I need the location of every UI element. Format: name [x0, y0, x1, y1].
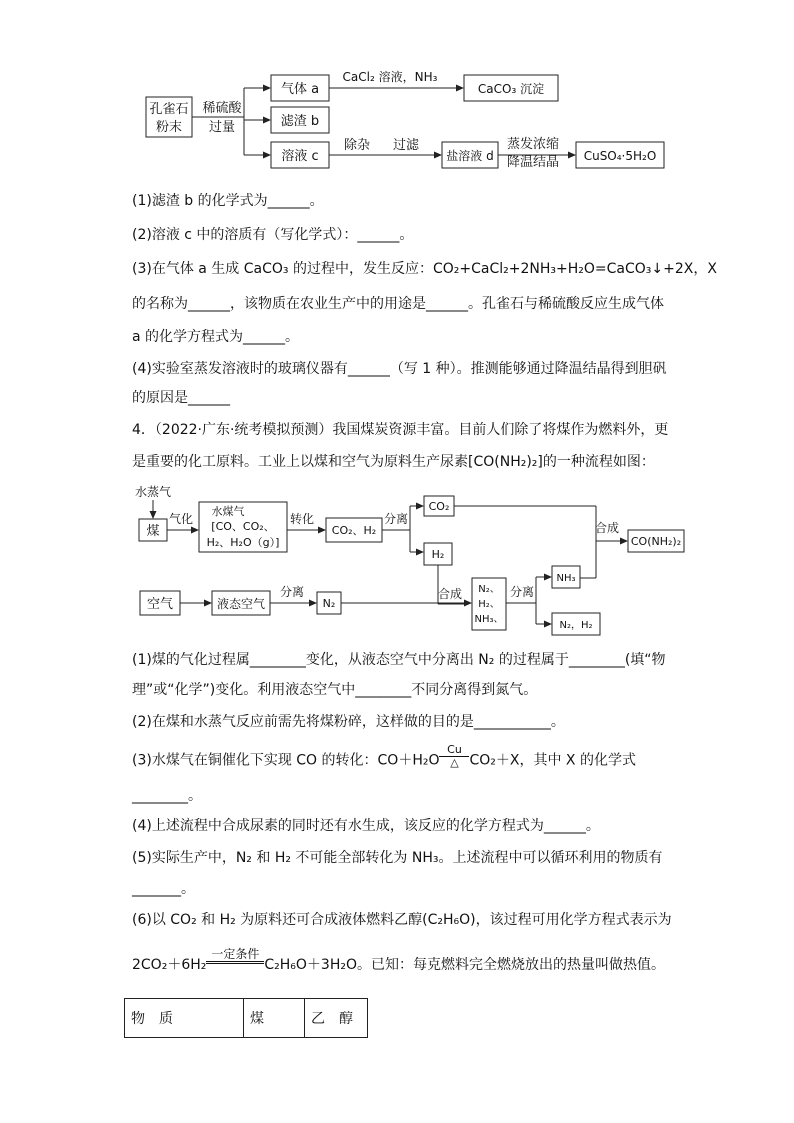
q3-part2: (2)溶液 c 中的溶质有（写化学式）：______。 [132, 227, 414, 243]
steam-label: 水蒸气 [134, 485, 172, 499]
q3-part3-line3: a 的化学方程式为______。 [132, 329, 300, 345]
q4-part6-line1: (6)以 CO₂ 和 H₂ 为原料还可合成液体燃料乙醇(C₂H₆O)，该过程可用化学方程式表示为 [132, 912, 672, 928]
urea-label: CO(NH₂)₂ [630, 535, 682, 548]
q3-part1: (1)滤渣 b 的化学式为______。 [132, 193, 324, 209]
precipitate-label: CaCO₃ 沉淀 [477, 82, 545, 96]
remove-impurity-label: 除杂 [343, 138, 371, 153]
mix-label-2: H₂、 [478, 599, 500, 610]
separate2-label: 分离 [279, 585, 305, 599]
co2-label: CO₂ [428, 500, 450, 513]
q3-part3-line2: 的名称为______，该物质在农业生产中的用途是______。孔雀石与稀硫酸反应生成气体 [132, 296, 664, 312]
q4-part1-line2: 理”或“化学”)变化。利用液态空气中________不同分离得到氮气。 [132, 682, 538, 698]
q4-part3-line1 [132, 743, 636, 773]
water-gas-label-3: H₂、H₂O（g）] [206, 536, 280, 549]
water-gas-label-1: 水煤气 [211, 505, 245, 518]
filter-label: 过滤 [392, 138, 420, 153]
separate-label: 分离 [383, 512, 409, 526]
malachite-label-1: 孔雀石 [149, 102, 189, 117]
q4-part3-post: CO₂＋X，其中 X 的化学式 [469, 752, 636, 769]
crystallize-label-2: 降温结晶 [506, 155, 560, 170]
q4-part6-post: C₂H₆O＋3H₂O。已知：每克燃料完全燃烧放出的热量叫做热值。 [264, 957, 665, 973]
convert-label: 转化 [289, 512, 315, 526]
separate3-label: 分离 [509, 585, 535, 599]
catalyst-label: Cu [447, 743, 462, 756]
q4-part6-pre: 2CO₂＋6H₂ [132, 957, 207, 973]
q4-intro-line2: 是重要的化工原料。工业上以煤和空气为原料生产尿素[CO(NH₂)₂]的一种流程如图： [132, 454, 655, 470]
acid-label-2: 过量 [208, 120, 236, 135]
air-label: 空气 [146, 597, 174, 612]
water-gas-label-2: [CO、CO₂、 [211, 520, 275, 533]
heat-value-table [124, 998, 368, 1038]
table-row [125, 999, 368, 1038]
condition-arrow [206, 947, 264, 964]
q4-part1-line1: (1)煤的气化过程属________变化，从液态空气中分离出 N₂ 的过程属于________(填“物 [132, 652, 666, 668]
gasify-label: 气化 [168, 512, 194, 526]
q4-part5-line1: (5)实际生产中，N₂ 和 H₂ 不可能全部转化为 NH₃。上述流程中可以循环利用的物质有 [132, 850, 663, 866]
q4-part4: (4)上述流程中合成尿素的同时还有水生成，该反应的化学方程式为______。 [132, 818, 600, 834]
synth1-label: 合成 [594, 521, 620, 535]
q4-part3-line2: ________。 [132, 788, 202, 804]
residue-b-label: 滤渣 b [280, 114, 320, 129]
product-label: CuSO₄·5H₂O [583, 149, 657, 163]
mix-label-3: NH₃、 [474, 614, 504, 625]
synth2-label: 合成 [437, 587, 463, 601]
q4-part2: (2)在煤和水蒸气反应前需先将煤粉碎，这样做的目的是___________。 [132, 714, 565, 730]
h2-label: H₂ [431, 548, 445, 561]
condition-label: 一定条件 [211, 946, 260, 961]
table-header-substance: 物 质 [125, 999, 244, 1038]
catalyst-arrow [439, 744, 469, 769]
heat-label: △ [450, 756, 459, 769]
q4-intro-line1: 4．（2022·广东·统考模拟预测）我国煤炭资源丰富。目前人们除了将煤作为燃料外，更 [132, 422, 669, 438]
q4-part5-line2: _______。 [132, 881, 195, 897]
solution-c-label: 溶液 c [281, 149, 319, 164]
co2-h2-label: CO₂、H₂ [331, 524, 377, 537]
acid-label-1: 稀硫酸 [202, 101, 242, 116]
liquid-air-label: 液态空气 [216, 597, 266, 611]
table-header-coal: 煤 [244, 999, 305, 1038]
q3-part3-line1: (3)在气体 a 生成 CaCO₃ 的过程中，发生反应：CO₂+CaCl₂+2NH₃+H₂O=CaCO₃↓+2X，X [132, 261, 717, 277]
coal-label: 煤 [146, 524, 160, 539]
n2-label: N₂ [322, 597, 336, 610]
mix-label-1: N₂、 [478, 584, 500, 595]
reagent-label: CaCl₂ 溶液，NH₃ [342, 70, 438, 84]
malachite-label-2: 粉末 [155, 120, 183, 135]
q4-part3-pre: (3)水煤气在铜催化下实现 CO 的转化：CO＋H₂O [132, 752, 440, 769]
q3-part4-line2: 的原因是______ [132, 390, 230, 406]
n2-h2-label: N₂，H₂ [559, 620, 593, 631]
q4-part6-line2 [132, 946, 665, 975]
nh3-label: NH₃ [556, 573, 576, 584]
crystallize-label-1: 蒸发浓缩 [506, 137, 560, 152]
table-header-ethanol: 乙 醇 [305, 999, 368, 1038]
salt-solution-label: 盐溶液 d [446, 149, 494, 163]
gas-a-label: 气体 a [280, 82, 320, 97]
q3-part4-line1: (4)实验室蒸发溶液时的玻璃仪器有______（写 1 种）。推测能够通过降温结晶得到胆矾 [132, 361, 667, 377]
